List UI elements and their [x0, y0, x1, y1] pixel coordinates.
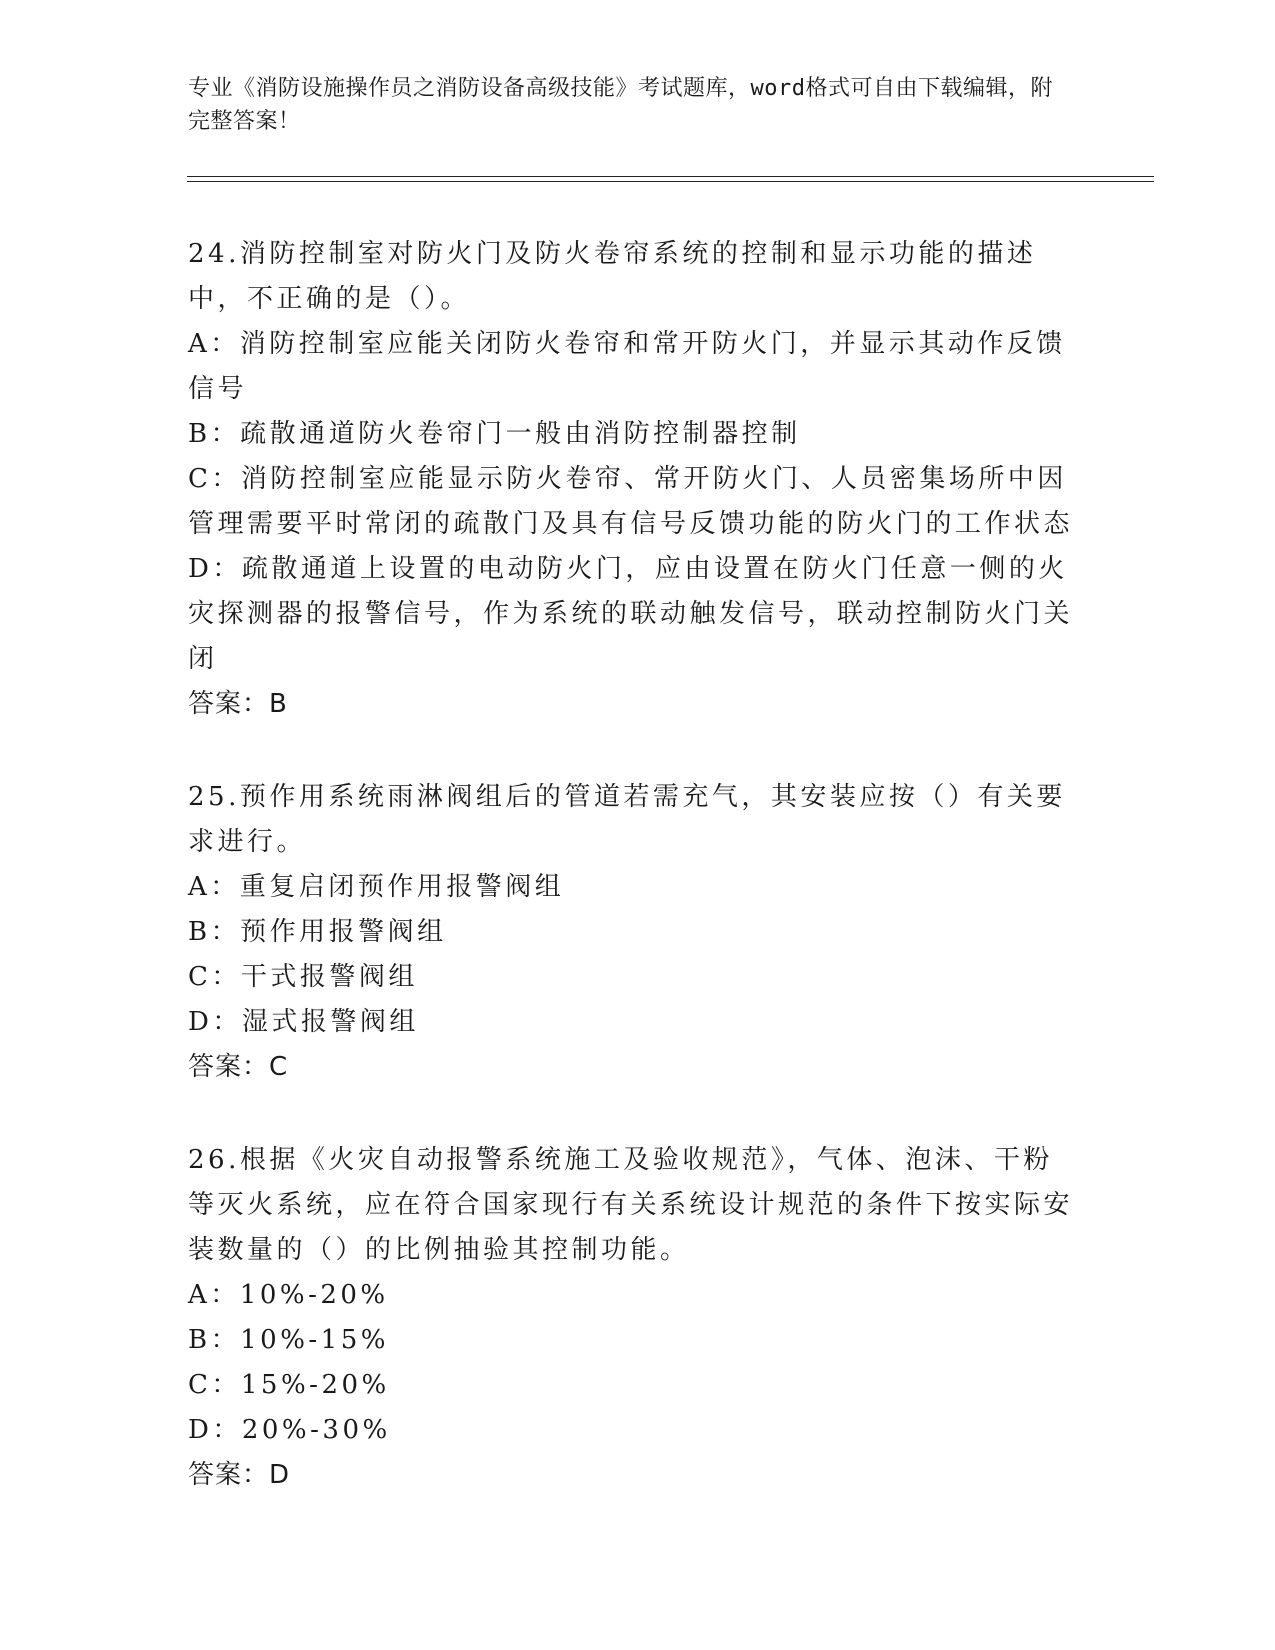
option-d: D：疏散通道上设置的电动防火门，应由设置在防火门任意一侧的火灾探测器的报警信号，作为系统的联动触发信号，联动控制防火门关闭: [188, 554, 1074, 674]
question-stem: 26.根据《火灾自动报警系统施工及验收规范》，气体、泡沫、干粉等灭火系统，应在符合国家现行有关系统设计规范的条件下按实际安装数量的（）的比例抽验其控制功能。: [188, 1145, 1074, 1265]
answer-line: 答案：C: [188, 1052, 289, 1082]
option-b: B：疏散通道防火卷帘门一般由消防控制器控制: [188, 419, 801, 449]
option-a: A：10%-20%: [188, 1280, 389, 1310]
question-24: [188, 232, 1078, 727]
option-b: B：10%-15%: [188, 1325, 389, 1355]
option-c: C：消防控制室应能显示防火卷帘、常开防火门、人员密集场所中因管理需要平时常闭的疏散门及具有信号反馈功能的防火门的工作状态: [188, 464, 1074, 539]
option-c: C：干式报警阀组: [188, 962, 418, 992]
option-d: D：湿式报警阀组: [188, 1007, 419, 1037]
document-header: 专业《消防设施操作员之消防设备高级技能》考试题库，word格式可自由下载编辑，附完整答案！: [188, 76, 1053, 134]
option-d: D：20%-30%: [188, 1415, 391, 1445]
question-stem: 25.预作用系统雨淋阀组后的管道若需充气，其安装应按（）有关要求进行。: [188, 782, 1066, 857]
question-stem: 24.消防控制室对防火门及防火卷帘系统的控制和显示功能的描述中，不正确的是（）。: [188, 239, 1037, 314]
answer-line: 答案：D: [188, 1460, 291, 1490]
question-25: [188, 775, 1078, 1090]
question-list: [188, 232, 1078, 1546]
header-divider-bottom: [187, 181, 1154, 182]
option-b: B：预作用报警阀组: [188, 917, 447, 947]
option-a: A：重复启闭预作用报警阀组: [188, 872, 565, 902]
header-divider-top: [187, 176, 1154, 177]
answer-line: 答案：B: [188, 689, 288, 719]
option-a: A：消防控制室应能关闭防火卷帘和常开防火门，并显示其动作反馈信号: [188, 329, 1066, 404]
question-26: [188, 1138, 1078, 1498]
option-c: C：15%-20%: [188, 1370, 390, 1400]
